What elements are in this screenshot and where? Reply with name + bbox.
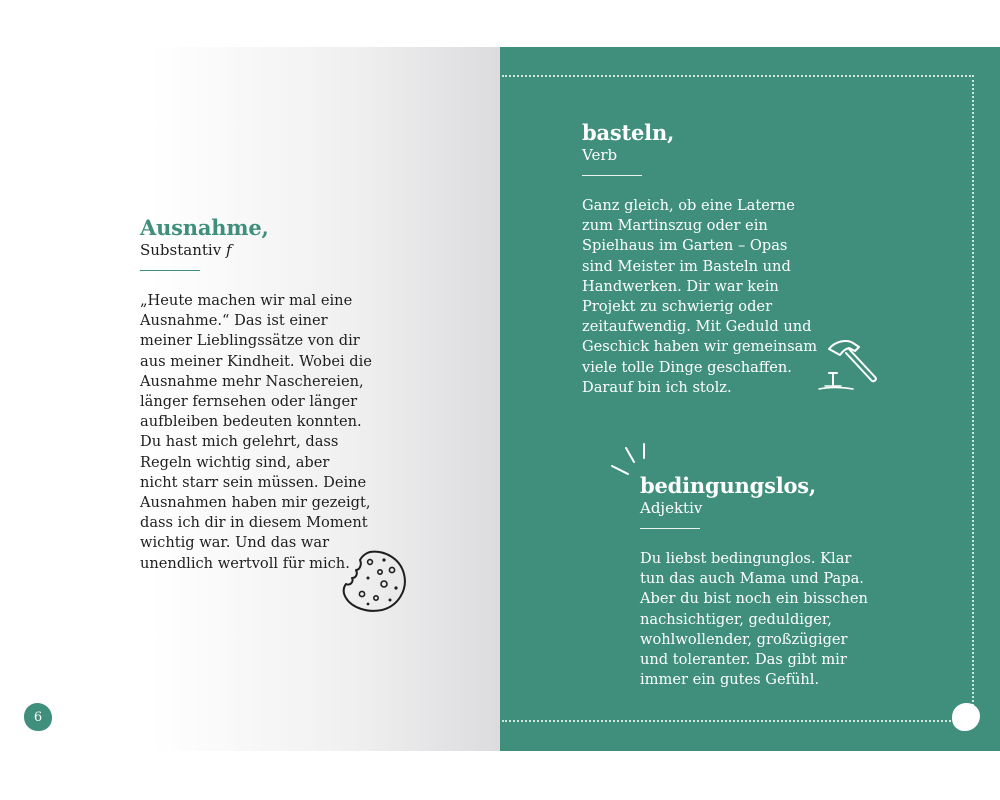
dictionary-entry-basteln	[582, 121, 842, 398]
dictionary-entry-ausnahme	[140, 216, 400, 574]
entry-part-of-speech: Adjektiv	[640, 499, 703, 517]
entry-headword: Ausnahme,	[140, 215, 269, 240]
entry-body: „Heute machen wir mal eine Ausnahme.“ Das ist einer meiner Lieblingssätze von dir aus meiner Kindheit. Wobei die Ausnahme mehr Naschereien, länger fernsehen oder länger aufbleiben bedeuten konnten. Du hast mich gelehrt, dass Regeln wichtig sind, aber nicht starr sein müssen. Deine Ausnahmen haben mir gezeigt, dass ich dir in diesem Moment wichtig war. Und das war unendlich wertvoll für mich.	[140, 292, 372, 572]
pos-gender: f	[225, 241, 232, 259]
headword-underline	[640, 528, 700, 529]
entry-part-of-speech	[140, 240, 400, 260]
sparkle-icon	[610, 442, 650, 478]
pos-label: Substantiv	[140, 241, 226, 259]
headword-underline	[140, 270, 200, 271]
dictionary-entry-bedingungslos	[640, 474, 900, 690]
entry-part-of-speech: Verb	[582, 146, 618, 164]
entry-body: Du liebst bedingunglos. Klar tun das auch Mama und Papa. Aber du bist noch ein bisschen nachsichtiger, geduldiger, wohlwollender, großzügiger und toleranter. Das gibt mir immer ein gutes Gefühl.	[640, 550, 868, 689]
entry-body: Ganz gleich, ob eine Laterne zum Martinszug oder ein Spielhaus im Garten – Opas sind Meister im Basteln und Handwerken. Dir war kein Projekt zu schwierig oder zeitaufwendig. Mit Geduld und Geschick haben wir gemeinsam viele tolle Dinge geschaffen. Darauf bin ich stolz.	[582, 197, 818, 396]
headword-underline	[582, 175, 642, 176]
entry-headword: basteln,	[582, 120, 675, 145]
cookie-icon	[340, 548, 408, 614]
hammer-icon	[815, 335, 883, 393]
page-number-badge: 6	[24, 703, 52, 731]
entry-headword: bedingungslos,	[640, 473, 817, 498]
